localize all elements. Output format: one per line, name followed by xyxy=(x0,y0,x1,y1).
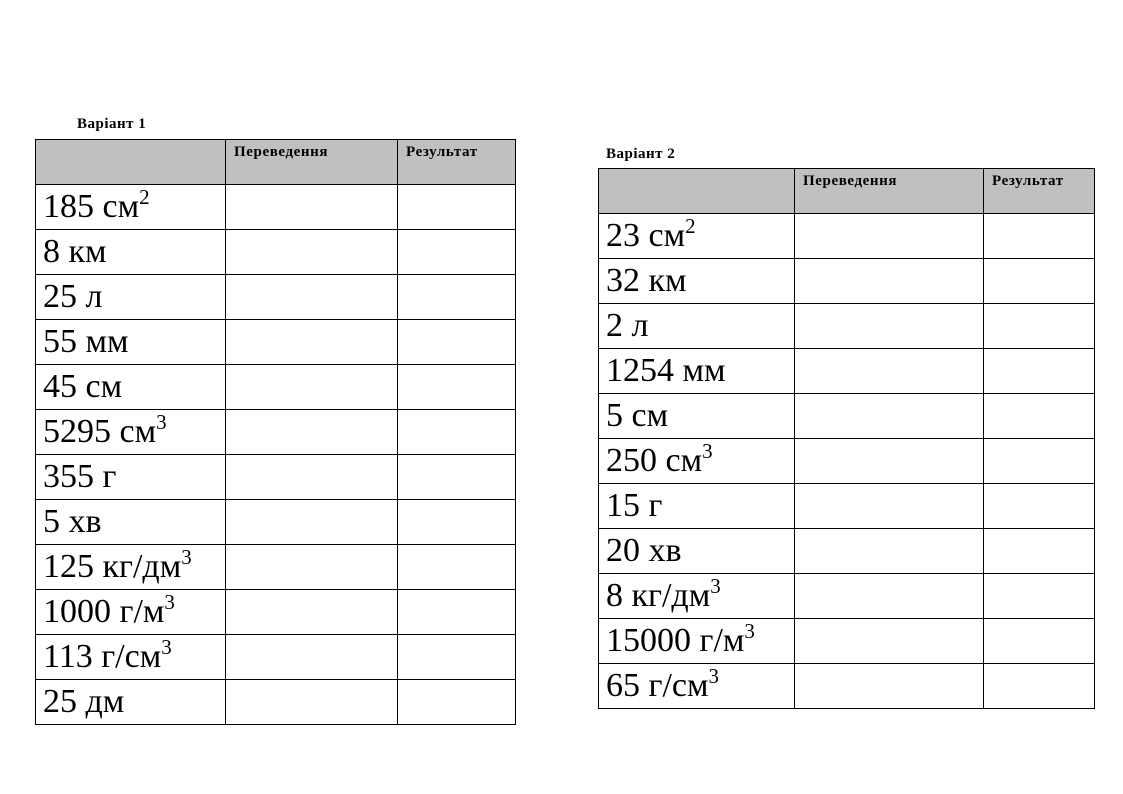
header-cell-conversion xyxy=(795,169,984,214)
quantity-value: 15 г xyxy=(606,487,663,524)
quantity-value: 355 г xyxy=(43,458,117,495)
quantity-value: 250 см xyxy=(606,442,703,479)
quantity-cell xyxy=(36,320,226,365)
result-cell[interactable] xyxy=(398,680,516,725)
quantity-cell xyxy=(599,439,795,484)
quantity-value: 125 кг/дм xyxy=(43,548,182,585)
quantity-value: 65 г/см xyxy=(606,667,709,704)
result-cell[interactable] xyxy=(984,574,1095,619)
conversion-cell[interactable] xyxy=(226,455,398,500)
conversion-cell[interactable] xyxy=(226,680,398,725)
result-cell[interactable] xyxy=(398,365,516,410)
result-cell[interactable] xyxy=(984,394,1095,439)
quantity-cell xyxy=(36,275,226,320)
table-row xyxy=(599,214,1095,259)
table-row xyxy=(599,484,1095,529)
quantity-value: 1254 мм xyxy=(606,352,726,389)
table-header-row xyxy=(599,169,1095,214)
result-cell[interactable] xyxy=(398,500,516,545)
table-row xyxy=(36,500,516,545)
result-cell[interactable] xyxy=(984,439,1095,484)
table-row xyxy=(599,574,1095,619)
unit-exponent: 2 xyxy=(139,185,150,209)
table-row xyxy=(36,365,516,410)
quantity-value: 8 кг/дм xyxy=(606,577,711,614)
quantity-cell xyxy=(36,230,226,275)
table-row xyxy=(36,635,516,680)
table-row xyxy=(36,410,516,455)
header-label: Результат xyxy=(992,173,1064,189)
header-cell-quantity xyxy=(36,140,226,185)
quantity-cell xyxy=(599,484,795,529)
conversion-cell[interactable] xyxy=(795,529,984,574)
table-row xyxy=(36,680,516,725)
quantity-value: 23 см xyxy=(606,217,686,254)
quantity-value: 2 л xyxy=(606,307,649,344)
header-cell-conversion xyxy=(226,140,398,185)
result-cell[interactable] xyxy=(398,185,516,230)
unit-exponent: 3 xyxy=(161,635,172,659)
conversion-cell[interactable] xyxy=(226,545,398,590)
table-row xyxy=(599,259,1095,304)
header-label xyxy=(599,169,794,173)
header-cell-result xyxy=(984,169,1095,214)
variant-1-table-body xyxy=(36,140,516,725)
header-label: Переведення xyxy=(803,173,898,189)
result-cell[interactable] xyxy=(398,635,516,680)
table-row xyxy=(599,529,1095,574)
unit-exponent: 3 xyxy=(708,664,719,688)
quantity-cell xyxy=(599,214,795,259)
result-cell[interactable] xyxy=(984,484,1095,529)
quantity-value: 8 км xyxy=(43,233,107,270)
table-row xyxy=(36,545,516,590)
quantity-value: 113 г/см xyxy=(43,638,162,675)
conversion-cell[interactable] xyxy=(226,500,398,545)
conversion-cell[interactable] xyxy=(795,304,984,349)
conversion-cell[interactable] xyxy=(795,394,984,439)
table-row xyxy=(36,185,516,230)
quantity-value: 25 дм xyxy=(43,683,125,720)
quantity-cell xyxy=(599,664,795,709)
conversion-cell[interactable] xyxy=(226,275,398,320)
quantity-value: 45 см xyxy=(43,368,123,405)
header-label: Переведення xyxy=(234,144,329,160)
quantity-cell xyxy=(36,590,226,635)
conversion-cell[interactable] xyxy=(226,185,398,230)
quantity-cell xyxy=(36,185,226,230)
result-cell[interactable] xyxy=(984,619,1095,664)
conversion-cell[interactable] xyxy=(226,635,398,680)
result-cell[interactable] xyxy=(984,529,1095,574)
result-cell[interactable] xyxy=(984,259,1095,304)
unit-exponent: 3 xyxy=(164,590,175,614)
quantity-cell xyxy=(599,529,795,574)
quantity-cell xyxy=(36,680,226,725)
quantity-cell xyxy=(599,394,795,439)
unit-exponent: 3 xyxy=(744,619,755,643)
conversion-cell[interactable] xyxy=(226,410,398,455)
quantity-cell xyxy=(599,304,795,349)
table-header-row xyxy=(36,140,516,185)
conversion-cell[interactable] xyxy=(226,365,398,410)
result-cell[interactable] xyxy=(398,275,516,320)
result-cell[interactable] xyxy=(984,214,1095,259)
table-row xyxy=(599,619,1095,664)
table-row xyxy=(36,590,516,635)
quantity-cell xyxy=(599,619,795,664)
header-cell-quantity xyxy=(599,169,795,214)
quantity-value: 55 мм xyxy=(43,323,129,360)
quantity-value: 5 хв xyxy=(43,503,102,540)
result-cell[interactable] xyxy=(398,230,516,275)
quantity-cell xyxy=(599,574,795,619)
table-row xyxy=(36,455,516,500)
quantity-cell xyxy=(36,635,226,680)
conversion-cell[interactable] xyxy=(795,349,984,394)
unit-exponent: 3 xyxy=(710,574,721,598)
quantity-cell xyxy=(36,365,226,410)
variant-1-table xyxy=(35,139,516,725)
conversion-cell[interactable] xyxy=(795,439,984,484)
table-row xyxy=(599,304,1095,349)
conversion-cell[interactable] xyxy=(795,574,984,619)
quantity-value: 185 см xyxy=(43,188,140,225)
result-cell[interactable] xyxy=(984,304,1095,349)
result-cell[interactable] xyxy=(398,320,516,365)
header-label xyxy=(36,140,225,144)
conversion-cell[interactable] xyxy=(795,484,984,529)
conversion-cell[interactable] xyxy=(795,664,984,709)
header-cell-result xyxy=(398,140,516,185)
result-cell[interactable] xyxy=(984,349,1095,394)
variant-2-table-body xyxy=(599,169,1095,709)
result-cell[interactable] xyxy=(984,664,1095,709)
table-row xyxy=(36,275,516,320)
conversion-cell[interactable] xyxy=(226,320,398,365)
quantity-value: 25 л xyxy=(43,278,103,315)
quantity-cell xyxy=(599,349,795,394)
variant-1-title: Варіант 1 xyxy=(77,116,147,132)
result-cell[interactable] xyxy=(398,410,516,455)
result-cell[interactable] xyxy=(398,545,516,590)
quantity-cell xyxy=(36,410,226,455)
quantity-cell xyxy=(36,545,226,590)
header-label: Результат xyxy=(406,144,478,160)
table-row xyxy=(599,664,1095,709)
unit-exponent: 3 xyxy=(156,410,167,434)
result-cell[interactable] xyxy=(398,590,516,635)
table-row xyxy=(599,394,1095,439)
quantity-value: 1000 г/м xyxy=(43,593,165,630)
variant-2-table xyxy=(598,168,1095,709)
unit-exponent: 3 xyxy=(181,545,192,569)
conversion-cell[interactable] xyxy=(226,590,398,635)
quantity-cell xyxy=(599,259,795,304)
table-row xyxy=(36,230,516,275)
result-cell[interactable] xyxy=(398,455,516,500)
quantity-value: 5 см xyxy=(606,397,669,434)
unit-exponent: 2 xyxy=(685,214,696,238)
unit-exponent: 3 xyxy=(702,439,713,463)
quantity-value: 15000 г/м xyxy=(606,622,745,659)
table-row xyxy=(36,320,516,365)
conversion-cell[interactable] xyxy=(795,619,984,664)
table-row xyxy=(599,349,1095,394)
quantity-cell xyxy=(36,500,226,545)
quantity-value: 5295 см xyxy=(43,413,157,450)
quantity-cell xyxy=(36,455,226,500)
quantity-value: 32 км xyxy=(606,262,687,299)
variant-2-title: Варіант 2 xyxy=(606,146,676,162)
table-row xyxy=(599,439,1095,484)
quantity-value: 20 хв xyxy=(606,532,682,569)
conversion-cell[interactable] xyxy=(226,230,398,275)
conversion-cell[interactable] xyxy=(795,259,984,304)
conversion-cell[interactable] xyxy=(795,214,984,259)
